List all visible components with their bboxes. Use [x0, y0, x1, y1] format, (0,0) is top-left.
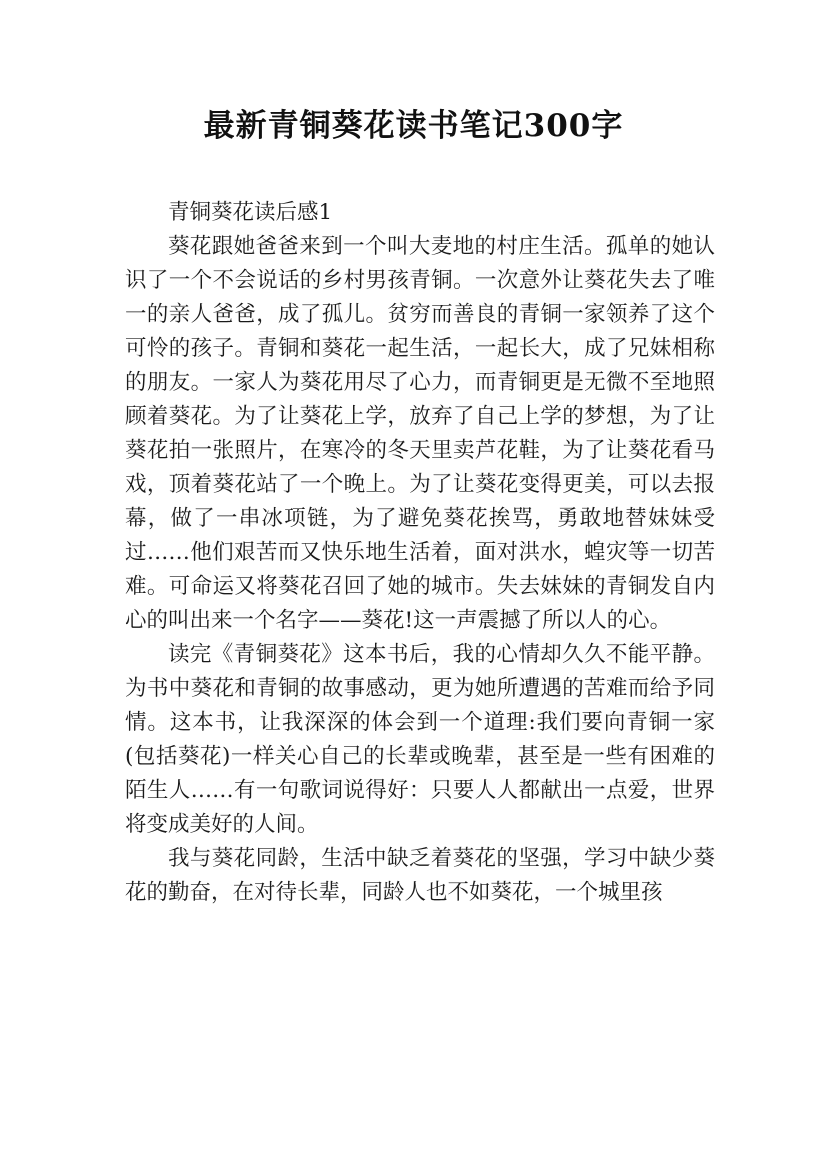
section-heading: 青铜葵花读后感1 [168, 200, 333, 225]
document-body [125, 196, 715, 910]
paragraph: 我与葵花同龄，生活中缺乏着葵花的坚强，学习中缺少葵花的勤奋，在对待长辈，同龄人也不如葵花，一个城里孩 [125, 846, 715, 905]
paragraph: 读完《青铜葵花》这本书后，我的心情却久久不能平静。为书中葵花和青铜的故事感动，更为她所遭遇的苦难而给予同情。这本书，让我深深的体会到一个道理:我们要向青铜一家(包括葵花)一样关心自己的长辈或晚辈，甚至是一些有困难的陌生人……有一句歌词说得好：只要人人都献出一点爱，世界将变成美好的人间。 [125, 642, 715, 837]
document-title: 最新青铜葵花读书笔记300字 [203, 108, 624, 144]
paragraph: 葵花跟她爸爸来到一个叫大麦地的村庄生活。孤单的她认识了一个不会说话的乡村男孩青铜。一次意外让葵花失去了唯一的亲人爸爸，成了孤儿。贫穷而善良的青铜一家领养了这个可怜的孩子。青铜和葵花一起生活，一起长大，成了兄妹相称的朋友。一家人为葵花用尽了心力，而青铜更是无微不至地照顾着葵花。为了让葵花上学，放弃了自己上学的梦想，为了让葵花拍一张照片，在寒冷的冬天里卖芦花鞋，为了让葵花看马戏，顶着葵花站了一个晚上。为了让葵花变得更美，可以去报幕，做了一串冰项链，为了避免葵花挨骂，勇敢地替妹妹受过……他们艰苦而又快乐地生活着，面对洪水，蝗灾等一切苦难。可命运又将葵花召回了她的城市。失去妹妹的青铜发自内心的叫出来一个名字——葵花!这一声震撼了所以人的心。 [125, 234, 715, 633]
